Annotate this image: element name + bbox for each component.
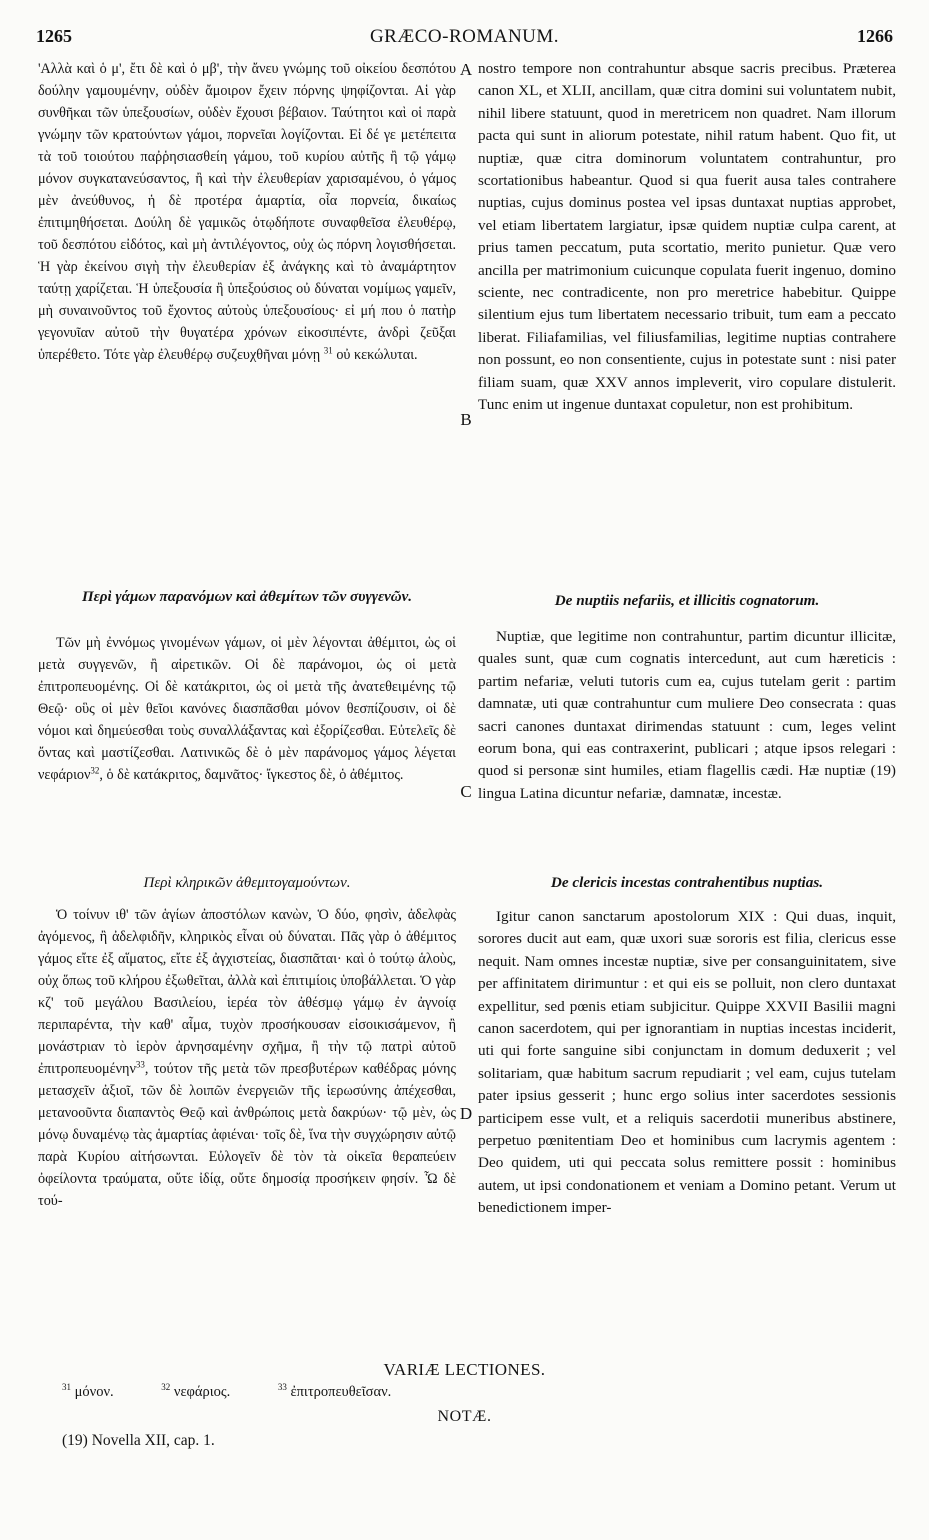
- variae-lectiones-list: [62, 1384, 435, 1401]
- latin-block-3: [478, 906, 896, 1220]
- variant-ref-32: 32: [90, 765, 100, 776]
- latin-text-1: nostro tempore non contrahuntur absque sacris precibus. Præterea canon XL, et XLII, ancillam, quæ citra domini sui voluntatem nubit, nihil libere statuunt, quod in meretricem non quadret. Nam illorum pacta qui sunt in aliorum potestate, nihil ratum habent. Quo fit, ut nuptiæ, quæ citra dominorum voluntatem contrahuntur, pro scortationibus habeantur. Quod si qua fuerit ausa tales contrahere nuptias, cujus dominus postea vel ipsas duntaxat nuptias approbet, vel etiam libertatem largiatur, ipsæ quidem nuptiæ culpa carent, at prius tamen peccatum, puta scortatio, merito punietur. Quæ vero ancilla per matrimonium cuicunque copulata fuerit ingenuo, domino sciente, nec contradicente, non pro meretrice habebitur. Quippe silentium ejus tum libertatem necessario tribuit, tum eam a peccato liberat. Filiafamilias, vel filiusfamilias, legitime nuptias contrahere non possunt, eo non consentiente, cujus in potestate sunt : nisi pater filiam suam, quæ XXV annos impleverit, viro copulare distulerit. Tunc enim ut ingenue duntaxat copuletur, non est prohibitum.: [478, 60, 896, 414]
- variant-item: $^{31}$ μόνον.: [62, 1382, 114, 1400]
- latin-heading-2: De nuptiis nefariis, et illicitis cognatorum.: [554, 592, 820, 609]
- variant-ref-31: 31: [323, 345, 333, 356]
- margin-marker-a: A: [459, 60, 473, 79]
- latin-heading-3: De clericis incestas contrahentibus nuptias.: [550, 874, 824, 891]
- greek-block-2: [38, 632, 456, 786]
- page-number-right: 1266: [857, 26, 893, 46]
- variant-ref-33: 33: [135, 1059, 145, 1070]
- greek-text-2b: , ὁ δὲ κατάκριτος, δαμνᾶτος· ἴγκεστος δὲ, ὁ ἀθέμιτος.: [99, 767, 404, 783]
- page-number-left: 1265: [36, 26, 72, 46]
- greek-text-2a: Τῶν μὴ ἐννόμως γινομένων γάμων, οἱ μὲν λέγονται ἀθέμιτοι, ὡς οἱ μετὰ συγγενῶν, ἢ αἱρετικῶν. Οἱ δὲ παράνομοι, ὡς οἱ μετὰ ἐπιτροπευομένης. Οἱ δὲ κατάκριτοι, ὡς οἱ μετὰ τῆς ἀνατεθειμένης τῷ Θεῷ· οὓς οἱ μὲν θεῖοι κανόνες διασπᾶσθαι μόνον θεσπίζουσιν, οἱ δὲ νόμοι καὶ δημεύεσθαι τοὺς συναλλάξαντας καὶ ἐξορίζεσθαι. Εὐτελεῖς δὲ ὄντας καὶ μαστίζεσθαι. Λατινικῶς δὲ ὁ μὲν παράνομος γάμος λέγεται νεφάριον: [38, 635, 456, 783]
- margin-marker-c: C: [460, 782, 472, 801]
- notae-heading: NOTÆ.: [437, 1408, 492, 1425]
- variae-lectiones-heading: VARIÆ LECTIONES.: [383, 1360, 546, 1379]
- footnote-19: (19) Novella XII, cap. 1.: [62, 1432, 215, 1449]
- greek-text-1: 'Αλλὰ καὶ ὁ μ', ἔτι δὲ καὶ ὁ μβ', τὴν ἄνευ γνώμης τοῦ οἰκείου δεσπότου δούλην γαμουμένην, οὐδὲν ἄμοιρον ἔχειν πόρνης ψηφίζονται. Αἱ γὰρ συνθῆκαι τῶν ὑπεξουσίων, οὐδὲν ἔχουσι βέβαιον. Ταύτητοι καὶ οἱ παρὰ γνώμην τῶν κρατούντων γάμοι, πορνεῖαι λογίζονται. Εἰ δέ γε μετέπειτα τὰ τοῦ τοιούτου παῤῥησιασθείη γάμου, τοῦ κυρίου αὐτῆς ἢ τῷ γάμῳ μόνον συγκατανεύσαντος, ἢ καὶ τὴν ἐλευθερίαν χαρισαμένου, ὁ γάμος μὲν ἀνεύθυνος, ἡ δὲ προτέρα ἁμαρτία, οἷα πορνεία, δικαίως ἐπιτιμηθήσεται. Δούλη δὲ γαμικῶς ὁτῳδήποτε συναφθεῖσα ἐλευθέρῳ, τοῦ δεσπότου εἰδότος, καὶ μὴ ἀντιλέγοντος, οὐχ ὡς πόρνη λογισθήσεται. Ἡ γὰρ ἐκείνου σιγὴ τὴν ἐλευθερίαν ἐξ ἀνάγκης καὶ τὸ ἀναμάρτητον ταύτῃ χαρίζεται. Ἡ ὑπεξουσία ἢ ὑπεξούσιος οὐ δύναται νομίμως γαμεῖν, μὴ συναινοῦντος τοῦ ἔχοντος αὐτοὺς ὑπεξουσίους· εἰ μή που ὁ πατὴρ γεγονυῖαν αὐτοῦ τὴν θυγατέρα χρόνων εἰκοσιπέντε, ἀνδρὶ ζεῦξαι ὑπερέθετο. Τότε γὰρ ἐλευθέρῳ συζευχθῆναι μόνῃ: [38, 61, 456, 363]
- greek-heading-2: Περὶ γάμων παρανόμων καὶ ἀθεμίτων τῶν συγγενῶν.: [81, 589, 413, 605]
- variant-item: $^{32}$ νεφάριος.: [161, 1382, 231, 1400]
- latin-text-3: Igitur canon sanctarum apostolorum XIX : Qui duas, inquit, sorores ducit aut eam, quæ uxori suæ sororis est filia, clericus esse nequit. Nam omnes incestæ nuptiæ, sive per consanguinitatem, sive per affinitatem dirimuntur : et qui eis se polluit, non clero duntaxat expellitur, sed pœnis etiam subjicitur. Quippe XXVII Basilii magni canon sacerdotem, qui per ignorantiam in nuptias incestas inciderit, uti qui forte sanguine sibi conjunctam in domum deduxerit ; vel solitariam, quæ habitum sacrum repudiarit ; vel eam, cujus tutelam pater ipsius gesserit ; hunc ergo solius inter sacerdotes sessionis participem esse vult, et a reliquis sacerdotii muneribus abstinere, perpetuo pœnitentiam Deo et hominibus cum lacrymis agentem : Deo quidem, uti qui peccata solus remittere possit : hominibus autem, ut ipsi condonationem et veniam a Domino petant. Verum ut benedictionem imper-: [478, 908, 896, 1217]
- greek-text-3a: Ὁ τοίνυν ιθ' τῶν ἁγίων ἀποστόλων κανὼν, Ὁ δύο, φησὶν, ἀδελφὰς ἀγόμενος, ἢ ἀδελφιδῆν, κληρικὸς εἶναι οὐ δύναται. Πᾶς γὰρ ὁ ἀθέμιτος γάμος εἴτε ἐξ αἵματος, εἴτε ἐξ ἀγχιστείας, διασπᾶται· καὶ ὁ τούτῳ ἁλοὺς, οὐχ ὅπως τοῦ κλήρου ἐξωθεῖται, ἀλλὰ καὶ ἐπιτιμίοις ὑποβάλλεται. Ὁ γὰρ κζ' τοῦ μεγάλου Βασιλείου, ἱερέα τὸν ἀθέσμῳ γάμῳ ἐν ἀγνοίᾳ περιπαρέντα, τὴν καθ' αἷμα, τυχὸν προσήκουσαν εἰσοικισάμενον, ἢ μονάστριαν τὸ ἱερὸν ἀρνησαμένην σχῆμα, ἢ τὴν τῷ πατρὶ αὐτοῦ ἐπιτροπευομένην: [38, 907, 456, 1077]
- greek-text-3b: , τούτον τῆς μετὰ τῶν πρεσβυτέρων καθέδρας μόνης μετασχεῖν ἀξιοῖ, τῶν δὲ λοιπῶν ἐνεργειῶν τῆς ἱερωσύνης ἀπέχεσθαι, μετανοοῦντα διαπαντὸς Θεῷ καὶ ἀνθρώποις μετὰ δακρύων· τῷ μὲν, ὡς μόνῳ δυναμένῳ τὰς ἁμαρτίας ἀφιέναι· τοῖς δὲ, ἵνα τὴν συγχώρησιν αὐτῷ παρὰ Κυρίου αἰτήσωνται. Εὐλογεῖν δὲ τὸν τὰ οἰκεῖα θεραπεύειν ὀφείλοντα τραύματα, οὔτε ἰδίᾳ, οὔτε δημοσίᾳ προσήκειν φησίν. Ὧ δὲ τού-: [38, 1061, 456, 1209]
- greek-heading-3: Περὶ κληρικῶν ἀθεμιτογαμούντων.: [143, 875, 351, 891]
- margin-marker-d: D: [459, 1104, 473, 1123]
- variant-item: $^{33}$ ἐπιτροπευθεῖσαν.: [277, 1382, 392, 1400]
- running-title: GRÆCO-ROMANUM.: [369, 26, 560, 47]
- latin-text-2: Nuptiæ, que legitime non contrahuntur, partim dicuntur illicitæ, quales sunt, quæ cum cognatis intercedunt, aut cum hæreticis : partim nefariæ, veluti tutoris cum ea, cujus tutelam gerit : partim damnatæ, uti quæ contrahuntur cum muliere Deo consecrata : quas sacri canones duntaxat dirimendas statuunt : cum, leges velint eorum bona, qui eas contraxerint, publicari ; atque ipsos relegari : quod si personæ sint humiles, etiam flagellis cædi. Hæ nuptiæ (19) lingua Latina dicuntur nefariæ, damnatæ, incestæ.: [478, 628, 896, 802]
- greek-block-3: [38, 904, 456, 1212]
- greek-text-1-end: οὐ κεκώλυται.: [336, 347, 418, 363]
- running-header: [36, 12, 893, 46]
- latin-block-1: [478, 58, 896, 417]
- margin-marker-b: B: [460, 410, 472, 429]
- greek-block-1: [38, 58, 456, 366]
- latin-block-2: [478, 626, 896, 805]
